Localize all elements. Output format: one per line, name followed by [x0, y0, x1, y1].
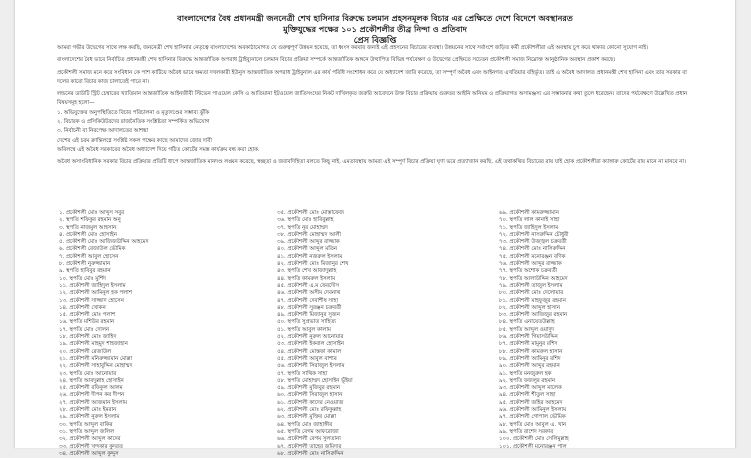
signatory-item: ৭৩. প্রকৌশলী উজ্জ্বল চক্রবর্তী	[499, 239, 567, 246]
title-line-2: মুক্তিযুদ্ধের পক্ষের ১০১ প্রকৌশলীর তীব্র নিন্দা ও প্রতিবাদ	[283, 24, 467, 34]
signatory-item: ৮১. প্রকৌশলী মাহফুজুর রহমান	[499, 297, 566, 304]
press-release-label: প্রেস বিজ্ঞপ্তি	[353, 36, 397, 46]
signatory-item: ৬৫. স্থপতি বেগম আফরোজা	[277, 428, 339, 435]
signatory-item: ২৯. প্রকৌশলী নুরুল ইসলাম	[59, 414, 120, 421]
signatory-item: ৬১. প্রকৌশলী কাদের নেওয়াজ	[277, 399, 344, 406]
signatory-item: ৮৩. প্রকৌশলী আজিজুর রহমান	[499, 312, 568, 319]
signatory-item: ৫৬. প্রকৌশলী সিরাজুল ইসলাম	[277, 363, 345, 370]
paragraph: লন্ডনের ডাউটি স্ট্রিট চেম্বারের খ্যাতিমান আন্তর্জাতিক আইনজীবী স্টিভেন পাওয়েল কেসি ও আতিয়ানা ইটওয়েল জাতিসংঘের নিকট দাখিলকৃত জরুরি আবেদনে উক্ত বিচার প্রক্রিয়ায় গুরুতর আইনি অনিয়ম ও প্রক্রিয়াগত অসামঞ্জস্য এর সম্ভাবনার কথা তুলে ধরেছেন। তাদের পর্যবেক্ষণে উল্লেখিত প্রধান বিষয়সমূহ হলো—	[57, 91, 688, 107]
signatory-item: ৩০. স্থপতি আব্দুল বাকির	[59, 421, 113, 428]
signatory-item: ৪৯. প্রকৌশলী মিজানুর সুজন	[277, 312, 340, 319]
signatory-item: ১৭. স্থপতি মোঃ দোলন	[59, 326, 110, 333]
signatory-item: ১১. প্রকৌশলী জাহিদুল ইসলাম	[59, 282, 126, 289]
signatory-item: ৫০. স্থপতি সুপ্রভাত সাহিত্য	[277, 319, 336, 326]
signatory-item: ৬০. প্রকৌশলী সিরাজুল হাসান	[277, 392, 343, 399]
signatory-item: ৭১. স্থপতি জাহিদুল ইসলাম	[499, 224, 559, 231]
signatory-item: ১০০. প্রকৌশলী মোঃ সেলিমুল্লাহ	[499, 436, 569, 443]
signatory-item: ১৮. প্রকৌশলী মোঃ জাহিদ	[59, 334, 117, 341]
signatory-item: ৬৩. প্রকৌশলী মুক্তির মোল্লা	[277, 414, 336, 421]
signatories-column-1	[59, 210, 148, 458]
point-item: ১. অভিযুক্তের অনুপস্থিতিতে বিচার পরিচালনা ও মৃত্যুদণ্ডের সম্ভাব্য ঝুঁকি	[57, 109, 210, 116]
signatory-item: ৩৮. প্রকৌশলী মোহাম্মদ আলী	[277, 231, 341, 238]
signatory-item: ৫২. প্রকৌশলী নুরুল আনোয়ার	[277, 334, 344, 341]
signatory-item: ৫৪. প্রকৌশলী মোস্তফা কামাল	[277, 348, 342, 355]
signatory-item: ৫১. স্থপতি আবুল কালাম	[277, 326, 331, 333]
signatory-item: ৬৯. প্রকৌশলী কামরুজ্জামান	[499, 210, 559, 216]
signatory-item: ৫৯. প্রকৌশলী মুজিবুর রহমান	[277, 385, 340, 392]
point-item: ২. বিচারক ও প্রসিকিউটরদের রাজনৈতিক সংশ্লিষ্টতা সম্পর্কিত অভিযোগ	[57, 119, 210, 126]
signatory-item: ৬৮. প্রকৌশলী মোঃ নাসিরুদ্দিন	[277, 450, 344, 457]
signatory-item: ৯৩. প্রকৌশলী আব্দুল মালেক	[499, 385, 562, 392]
signatory-item: ২১. প্রকৌশলী মনিরুজ্জামান মোল্লা	[59, 355, 133, 362]
signatory-item: ৩. স্থপতি নাজমুল আহসান	[59, 224, 117, 231]
signatory-item: ২৪. স্থপতি আবদুল্লাহ হোসাইন	[59, 377, 124, 384]
signatory-item: ৮৫. স্থপতি আব্দুল ওয়াদুদ	[499, 326, 555, 333]
signatory-item: ১২. প্রকৌশলী আমিনুল হক পলাশ	[59, 290, 132, 297]
signatory-item: ৩৭. স্থপতি নূর মোহাম্মদ	[277, 224, 328, 231]
signatory-item: ৭০. স্থপতি লাল কানাই সাহা	[499, 217, 560, 224]
signatory-item: ২৫. প্রকৌশলী রফিকুল আলম	[59, 385, 123, 392]
signatory-item: ২৮. প্রকৌশলী মোঃ ইমরান	[59, 407, 117, 414]
signatory-item: ১৫. প্রকৌশলী মোঃ পলাশ	[59, 312, 116, 319]
signatory-item: ৯৫. প্রকৌশলী জহির আহমেদ	[499, 399, 563, 406]
signatory-item: ৭৭. স্থপতি অশোক চক্রবর্তী	[499, 268, 558, 275]
signatory-item: ৯২. স্থপতি ফজলুর রহমান	[499, 377, 555, 384]
signatory-item: ২৬. প্রকৌশলী দীপন কর দীপন	[59, 392, 125, 399]
signatory-item: ৯১. স্থপতি মনজুরুল হক	[499, 370, 552, 377]
signatory-item: ২৩. স্থপতি মোঃ আনোয়ার	[59, 370, 117, 377]
signatory-item: ৬২. প্রকৌশলী মোঃ রফিকুল্লাহ	[277, 407, 342, 414]
signatory-item: ৪১. প্রকৌশলী নজরুল ইসলাম	[277, 253, 343, 260]
signatory-item: ৭৬. প্রকৌশলী আব্দুর রাজ্জাক	[499, 261, 562, 268]
signatory-item: ১৯. প্রকৌশলী মাহমুদ শাহজাহান	[59, 341, 128, 348]
signatory-item: ৪২. প্রকৌশলী মোঃ মিজানুর শেখ	[277, 261, 349, 268]
signatory-item: ৮০. প্রকৌশলী মোঃ দেলোয়ার	[499, 290, 564, 297]
signatory-item: ৭৫. প্রকৌশলী মনোরঞ্জন বণিক	[499, 253, 566, 260]
signatory-item: ৯৯. স্থপতি রাশেদ সরকার	[499, 428, 554, 435]
signatory-item: ৫৮. স্থপতি মোহাম্মদ হোসাইন ভূঁইয়া	[277, 377, 353, 384]
signatory-item: ৬. প্রকৌশলী রেজাউল ভৌমিক	[59, 246, 126, 253]
signatory-item: ৫. প্রকৌশলী মোঃ আজিজউদ্দিন আহমেদ	[59, 239, 149, 246]
paragraph: আমরা গভীর উদ্বেগের সাথে লক্ষ করছি, জননেত্রী শেখ হাসিনার নেতৃত্বে বাংলাদেশের অবকাঠামোগত যে গুরুত্বপূর্ণ উন্নয়ন হয়েছে, তা ধ্বংস করবার জন্যই এই প্রহসনের বিচারের ব্যবস্থা। উন্নয়নের সাথে সর্বাংশে জড়িত কর্মী প্রকৌশলীরা এই অবস্থায় চুপ করে থাকার কোনো সুযোগ নাই।	[57, 45, 648, 51]
signatory-item: ৭৮. স্থপতি আলাউদ্দিন আহমেদ	[499, 275, 568, 282]
signatory-item: ৬৭. প্রকৌশলী তাহের জমিদার	[277, 443, 342, 450]
signatory-item: ৯৪. প্রকৌশলী শীতুল সাহা	[499, 392, 556, 399]
signatory-item: ১০১. প্রকৌশলী মনোরঞ্জন পাল	[499, 443, 567, 450]
signatory-item: ৪৪. স্থপতি কামরুল ইসলাম	[277, 275, 336, 282]
signatory-item: ৭৯. প্রকৌশলী তাজুল ইসলাম	[499, 282, 563, 289]
statement-body	[57, 44, 697, 171]
signatory-item: ৫৫. প্রকৌশলী আবুল বাশার	[277, 355, 337, 362]
signatory-item: ৫৭. স্থপতি সাথিক সাহা	[277, 370, 328, 377]
signatory-item: ৯৭. প্রকৌশলী গোপাল ভৌমিক	[499, 414, 566, 421]
signatory-item: ৩২. প্রকৌশলী আব্দুল কাদের	[59, 436, 121, 443]
signatory-item: ৯০. প্রকৌশলী আব্দুর রহমান	[499, 363, 560, 370]
signatory-item: ৩৩. প্রকৌশলী খন্দকার কুদরত	[59, 443, 123, 450]
signatory-item: ৬৪. স্থপতি মোঃ জাহাঙ্গীর	[277, 421, 333, 428]
signatory-item: ৮৬. প্রকৌশলী গিয়াসউদ্দিন	[499, 334, 558, 341]
signatory-item: ৯. স্থপতি হাবিবুর রহমান	[59, 268, 111, 275]
signatory-item: ৪৬. প্রকৌশলী অসীম দেবনাথ	[277, 290, 341, 297]
signatory-item: ৩৬. স্থপতি মোঃ হাবিবুল্লাহ	[277, 217, 334, 224]
signatory-item: ৫৩. প্রকৌশলী ইকবাল হোসাইন	[277, 341, 344, 348]
signatory-item: ৭৪. প্রকৌশলী মোঃ নাসিরুদ্দিন	[499, 246, 566, 253]
signatory-item: ১. প্রকৌশলী মোঃ আব্দুস সবুর	[59, 210, 125, 216]
signatory-item: ৪৫. প্রকৌশলী এ.ম ফেরদৌস	[277, 282, 340, 289]
signatory-item: ৮২. প্রকৌশলী আব্দুল হাসান	[499, 304, 560, 311]
signatory-item: ২২. প্রকৌশলী সাহাবুদ্দিন মোহাম্মদ	[59, 363, 133, 370]
paragraph: বাংলাদেশের বৈধ ভাবে নির্বাচিত প্রধানমন্ত্রী শেখ হাসিনার বিরুদ্ধে আন্তর্জাতিক অপরাধ ট্রাইব্যুনালে চলমান বিচার প্রক্রিয়া সম্পর্কে আন্তর্জাতিক অঙ্গনে উত্থাপিত বিভিন্ন পর্যবেক্ষণ ও উদ্বেগের প্রেক্ষিতে সচেতন প্রকৌশলী সমাজ নিম্নোক্ত আনুষ্ঠানিক অবস্থান প্রকাশ করছে।	[57, 57, 616, 64]
signatory-item: ৯৮. স্থপতি মোঃ আবুল এ. খান	[499, 421, 567, 428]
signatory-item: ১৩. প্রকৌশলী সাজ্জাদ হোসেন	[59, 297, 124, 304]
signatory-item: ৪৭. প্রকৌশলী দেবাশীষ সাহা	[277, 297, 338, 304]
demand-line: অবিলম্বে এই অবৈধ সরকারের অবৈধ অধ্যাদেশ দিয়ে গঠিত কোর্টের সমস্ত কার্যক্রম বন্ধ করা হোক.	[57, 146, 260, 153]
signatory-item: ৮৮. প্রকৌশলী কামরুল হাসান	[499, 348, 563, 355]
signatory-item: ৪৩. স্থপতি শেখ আজাদুল্লাহ	[277, 268, 337, 275]
signatory-item: ২. স্থপতি শফিকুর রহমান অনু	[59, 217, 121, 224]
signatory-item: ৯৬. প্রকৌশলী আমিনুল ইসলাম	[499, 407, 567, 414]
signatory-item: ১৪. প্রকৌশলী খোকন	[59, 304, 106, 311]
signatory-item: ২০. প্রকৌশলী রেজাউল	[59, 348, 112, 355]
signatory-item: ২৭. প্রকৌশলী আজমান ইসলাম	[59, 399, 127, 406]
signatory-item: ৪৮. প্রকৌশলী সুরঞ্জন চক্রবর্তী	[277, 304, 342, 311]
signatory-item: ৮. প্রকৌশলী নুরুজ্জামান	[59, 261, 111, 268]
signatory-item: ৩৪. প্রকৌশলী আব্দুল কুদ্দুস	[59, 450, 119, 457]
closing-paragraph: অবৈধ অসাংবিধানিক সরকার বিচার প্রক্রিয়ার প্রতিটি ধাপে আন্তর্জাতিক মানদণ্ড লঙ্ঘন করেছে, স্বচ্ছতা ও জবাবদিহিতা বলতে কিছু নাই. এমতাবস্থায় আমরা এই সম্পূর্ণ বিচার প্রক্রিয়া ঘৃণা ভরে প্রত্যাখ্যান করছি. এই তথাকথিত বিচারের রায় যাই হোক প্রকৌশলীরা ক্যাঙ্গারু কোর্টের রায় মানে না মানবে না।	[57, 159, 686, 166]
signatory-item: ৭২. প্রকৌশলী নাসরুদ্দিন চৌধুরী	[499, 231, 569, 238]
signatory-item: ৮৯. প্রকৌশলী আমিনুর রশিদ	[499, 355, 561, 362]
signatory-item: ১৬. স্থপতি মশিউর রহমান	[59, 319, 115, 326]
signatories-column-2	[277, 210, 353, 458]
signatory-item: ৮৪. স্থপতি এনায়েতউল্লাহ	[499, 319, 555, 326]
signatory-item: ৬৬. প্রকৌশলী বেগম সুলতানা	[277, 436, 341, 443]
signatory-item: ৩৫. প্রকৌশলী মোঃ মোস্তাফেজ	[277, 210, 344, 216]
signatory-item: ৭. প্রকৌশলী আবুল হোসেন	[59, 253, 119, 260]
signatories-column-3	[499, 210, 569, 451]
signatory-item: ৪০. প্রকৌশলী আব্দুল মতিন	[277, 246, 337, 253]
signatory-item: ৮৭. প্রকৌশলী মামুনুর রশিদ	[499, 341, 558, 348]
demand-line: দেশের এই চরম ক্রান্তিলগ্নে সংশ্লিষ্ট সকল পক্ষের কাছে আমাদের জোর দাবী	[57, 137, 212, 144]
signatory-item: ১০. স্থপতি মোঃ মুর্শিদ	[59, 275, 106, 282]
signatory-item: ৩১. স্থপতি আব্দুল জলিল	[59, 428, 115, 435]
signatory-item: ৩৯. প্রকৌশলী আব্দুর রাজ্জাক	[277, 239, 340, 246]
title-line-1: বাংলাদেশের বৈধ প্রধানমন্ত্রী জননেত্রী শেখ হাসিনার বিরুদ্ধে চলমান প্রহসনমূলক বিচার এর প্রেক্ষিতে দেশে বিদেশে অবস্থানরত	[177, 13, 573, 23]
signatory-item: ৪. প্রকৌশলী মোঃ হোসাইন	[59, 231, 117, 238]
point-item: ৩. নির্বাচনী বা নিরপেক্ষ আদালতের আশঙ্কা	[57, 128, 149, 135]
document-page	[14, 0, 736, 457]
paragraph: প্রকৌশলী সমাজ মনে করে সংবিধান কে পাশ কাটিয়ে অবৈধ ভাবে ক্ষমতা দখলকারী ইউনুস আন্তর্জাতিক অপরাধ ট্রাইবুনাল এর কার্য পরিধি সংশোধন করে যে অধ্যাদেশ জারি করেছে, তা সম্পূর্ণ অবৈধ এবং আইনগত এখতিয়ার বহির্ভূত। তাই এ অবৈধ আদালত প্রধানমন্ত্রী শেখ হাসিনা এবং তার সরকার বা দলের কারো বিচার কাজ চালাতেই পারে না।	[57, 69, 687, 85]
